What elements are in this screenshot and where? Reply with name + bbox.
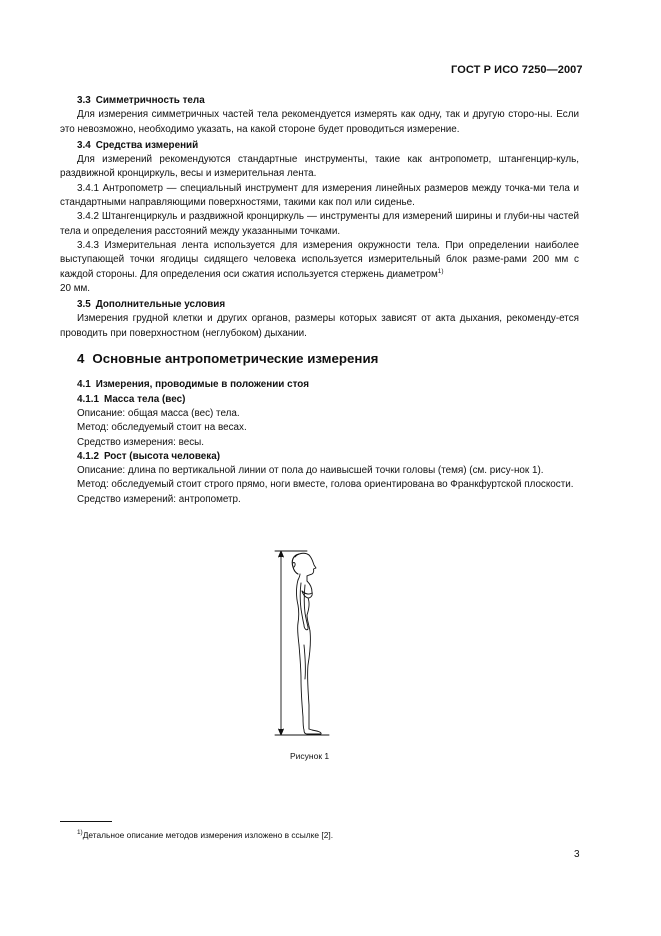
- footnote: $^{1)}$Детальное описание методов измерения изложено в ссылке [2].: [77, 829, 334, 840]
- section-3-4-2-text: 3.4.2 Штангенциркуль и раздвижной кронциркуль — инструменты для измерений ширины и глуби-ны частей тела и определения расстояний между указанными точками.: [60, 211, 579, 237]
- section-3-4-1-text: 3.4.1 Антропометр — специальный инструмент для измерения линейных размеров между точка-ми тела и стандартными направляющими поверхностями, такими как пол или сиденье.: [60, 182, 579, 209]
- section-3-4-text: Для измерений рекомендуются стандартные инструменты, такие как антропометр, штангенцир-куль, раздвижной кронциркуль, весы и измерительная лента.: [60, 154, 579, 180]
- section-4-1-1-tool: Средство измерения: весы.: [77, 436, 205, 448]
- section-4-1-2-heading: 4.1.2 Рост (высота человека): [77, 450, 220, 462]
- page-number: 3: [574, 849, 580, 860]
- section-4-1-1-description: Описание: общая масса (вес) тела.: [77, 407, 240, 419]
- section-4-1-heading: 4.1 Измерения, проводимые в положении стоя: [77, 379, 309, 391]
- section-4-1-1-method: Метод: обследуемый стоит на весах.: [77, 422, 247, 434]
- footnote-divider: [60, 821, 112, 822]
- figure-caption: Рисунок 1: [290, 751, 330, 761]
- section-3-4-heading: 3.4 Средства измерений: [77, 139, 199, 151]
- section-3-5-heading: 3.5 Дополнительные условия: [77, 299, 226, 311]
- section-4-1-1-heading: 4.1.1 Масса тела (вес): [77, 393, 186, 405]
- section-3-5-text: Измерения грудной клетки и других органов, размеры которых зависят от акта дыхания, рекоменду-ется проводить при поверхностном (неглубоком) дыхании.: [60, 313, 579, 339]
- section-3-3-text: Для измерения симметричных частей тела рекомендуется измерять как одну, так и другую сторо-ны. Если это невозможно, необходимо указать, на какой стороне будет проводиться измерение.: [60, 109, 579, 135]
- section-4-1-2-description: Описание: длина по вертикальной линии от пола до наивысшей точки головы (темя) (см. рису-нок 1).: [77, 465, 544, 477]
- section-3-3-heading: 3.3 Симметричность тела: [77, 95, 205, 106]
- section-3-4-3-end: 20 мм.: [60, 282, 91, 294]
- document-body: [60, 94, 579, 507]
- document-code: ГОСТ Р ИСО 7250—2007: [451, 64, 583, 76]
- figure-1-standing-person: [265, 545, 335, 745]
- section-4-1-2-tool: Средство измерений: антропометр.: [77, 493, 241, 505]
- footnote-marker: 1): [437, 267, 444, 275]
- section-4-1-2-method: Метод: обследуемый стоит строго прямо, ноги вместе, голова ориентирована во Франкфуртской плоскости.: [77, 479, 574, 491]
- section-4-heading: 4 Основные антропометрические измерения: [77, 351, 379, 367]
- section-3-4-3-text: 3.4.3 Измерительная лента используется для измерения окружности тела. При определении наиболее выступающей точки ягодицы сидящего человека используется измерительный блок разме-рами 200 мм с каждой стороны. Для определения оси сжатия используется стержень диаметром$^{1)}$: [60, 239, 579, 280]
